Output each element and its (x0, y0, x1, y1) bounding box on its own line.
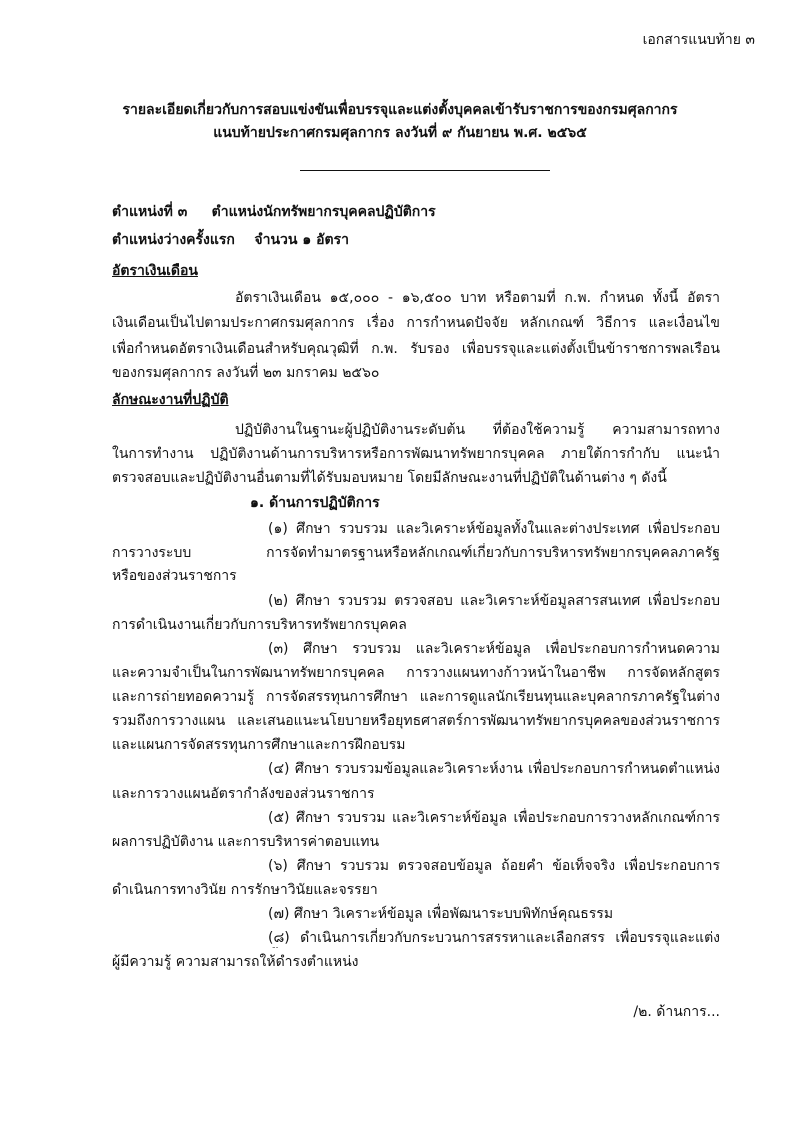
position-title: ตำแหน่งที่ ๓ ตำแหน่งนักทรัพยากรบุคคลปฏิบัติการ (112, 204, 436, 220)
section-1-heading: ๑. ด้านการปฏิบัติการ (250, 495, 380, 511)
duty-item-line: ผู้มีความรู้ ความสามารถให้ดำรงตำแหน่ง (112, 954, 359, 970)
duty-item-line: (๘) ดำเนินการเกี่ยวกับกระบวนการสรรหาและเลือกสรร เพื่อบรรจุและแต่ง (268, 930, 720, 946)
duty-item-line: (๕) ศึกษา รวบรวม และวิเคราะห์ข้อมูล เพื่อประกอบการวางหลักเกณฑ์การ (268, 810, 720, 826)
duty-item-line: (๔) ศึกษา รวบรวมข้อมูลและวิเคราะห์งาน เพื่อประกอบการกำหนดตำแหน่ง (268, 761, 720, 777)
duties-heading: ลักษณะงานที่ปฏิบัติ (112, 392, 229, 408)
duty-item-line: และการถ่ายทอดความรู้ การจัดสรรทุนการศึกษา และการดูแลนักเรียนทุนและบุคลากรภาครัฐในต่าง (112, 689, 720, 705)
duty-item-line: ดำเนินการทางวินัย การรักษาวินัยและจรรยา (112, 882, 378, 898)
salary-text-line: เงินเดือนเป็นไปตามประกาศกรมศุลกากร เรื่อง การกำหนดปัจจัย หลักเกณฑ์ วิธีการ และเงื่อนไข (112, 315, 720, 331)
annex-label: เอกสารแนบท้าย ๓ (642, 32, 755, 48)
salary-heading: อัตราเงินเดือน (112, 263, 198, 279)
salary-text-line: อัตราเงินเดือน ๑๕,๐๐๐ - ๑๖,๕๐๐ บาท หรือตามที่ ก.พ. กำหนด ทั้งนี้ อัตรา (235, 290, 720, 306)
duty-item-line: และแผนการจัดสรรทุนการศึกษาและการฝึกอบรม (112, 737, 406, 753)
document-title: รายละเอียดเกี่ยวกับการสอบแข่งขันเพื่อบรรจุและแต่งตั้งบุคคลเข้ารับราชการของกรมศุลกากร (122, 102, 678, 118)
duty-item-line: การดำเนินงานเกี่ยวกับการบริหารทรัพยากรบุคคล (112, 617, 407, 633)
duty-item-line: และการวางแผนอัตรากำลังของส่วนราชการ (112, 786, 375, 802)
duties-intro-line: ตรวจสอบและปฏิบัติงานอื่นตามที่ได้รับมอบหมาย โดยมีลักษณะงานที่ปฏิบัติในด้านต่าง ๆ ดังนี้ (112, 470, 667, 486)
duty-item-line: การวางระบบ การจัดทำมาตรฐานหรือหลักเกณฑ์เกี่ยวกับการบริหารทรัพยากรบุคคลภาครัฐ (112, 545, 720, 561)
salary-text-line: ของกรมศุลกากร ลงวันที่ ๒๓ มกราคม ๒๕๖๐ (112, 365, 380, 381)
duty-item-line: (๒) ศึกษา รวบรวม ตรวจสอบ และวิเคราะห์ข้อมูลสารสนเทศ เพื่อประกอบ (268, 593, 720, 609)
duty-item-line: รวมถึงการวางแผน และเสนอแนะนโยบายหรือยุทธศาสตร์การพัฒนาทรัพยากรบุคคลของส่วนราชการ (112, 713, 720, 729)
salary-text-line: เพื่อกำหนดอัตราเงินเดือนสำหรับคุณวุฒิที่ ก.พ. รับรอง เพื่อบรรจุและแต่งตั้งเป็นข้าราชการพลเรือน (112, 341, 720, 357)
duties-intro-line: ในการทำงาน ปฏิบัติงานด้านการบริหารหรือการพัฒนาทรัพยากรบุคคล ภายใต้การกำกับ แนะนำ (112, 446, 720, 462)
duty-item-line: (๗) ศึกษา วิเคราะห์ข้อมูล เพื่อพัฒนาระบบพิทักษ์คุณธรรม (268, 906, 614, 922)
duty-item-line: (๖) ศึกษา รวบรวม ตรวจสอบข้อมูล ถ้อยคำ ข้อเท็จจริง เพื่อประกอบการ (268, 858, 720, 874)
page-continuation: /๒. ด้านการ... (633, 1004, 720, 1020)
title-divider (300, 170, 550, 171)
document-subtitle: แนบท้ายประกาศกรมศุลกากร ลงวันที่ ๙ กันยายน พ.ศ. ๒๕๖๕ (213, 125, 587, 141)
duty-item-line: (๓) ศึกษา รวบรวม และวิเคราะห์ข้อมูล เพื่อประกอบการกำหนดความ (268, 641, 720, 657)
duty-item-line: ผลการปฏิบัติงาน และการบริหารค่าตอบแทน (112, 834, 380, 850)
duty-item-line: และความจำเป็นในการพัฒนาทรัพยากรบุคคล การวางแผนทางก้าวหน้าในอาชีพ การจัดหลักสูตร (112, 665, 720, 681)
duty-item-line: หรือของส่วนราชการ (112, 568, 237, 584)
duties-intro-line: ปฏิบัติงานในฐานะผู้ปฏิบัติงานระดับต้น ที่ต้องใช้ความรู้ ความสามารถทาง (235, 422, 720, 438)
duty-item-line: (๑) ศึกษา รวบรวม และวิเคราะห์ข้อมูลทั้งในและต่างประเทศ เพื่อประกอบ (268, 521, 720, 537)
vacancy-count: ตำแหน่งว่างครั้งแรก จำนวน ๑ อัตรา (112, 232, 349, 248)
